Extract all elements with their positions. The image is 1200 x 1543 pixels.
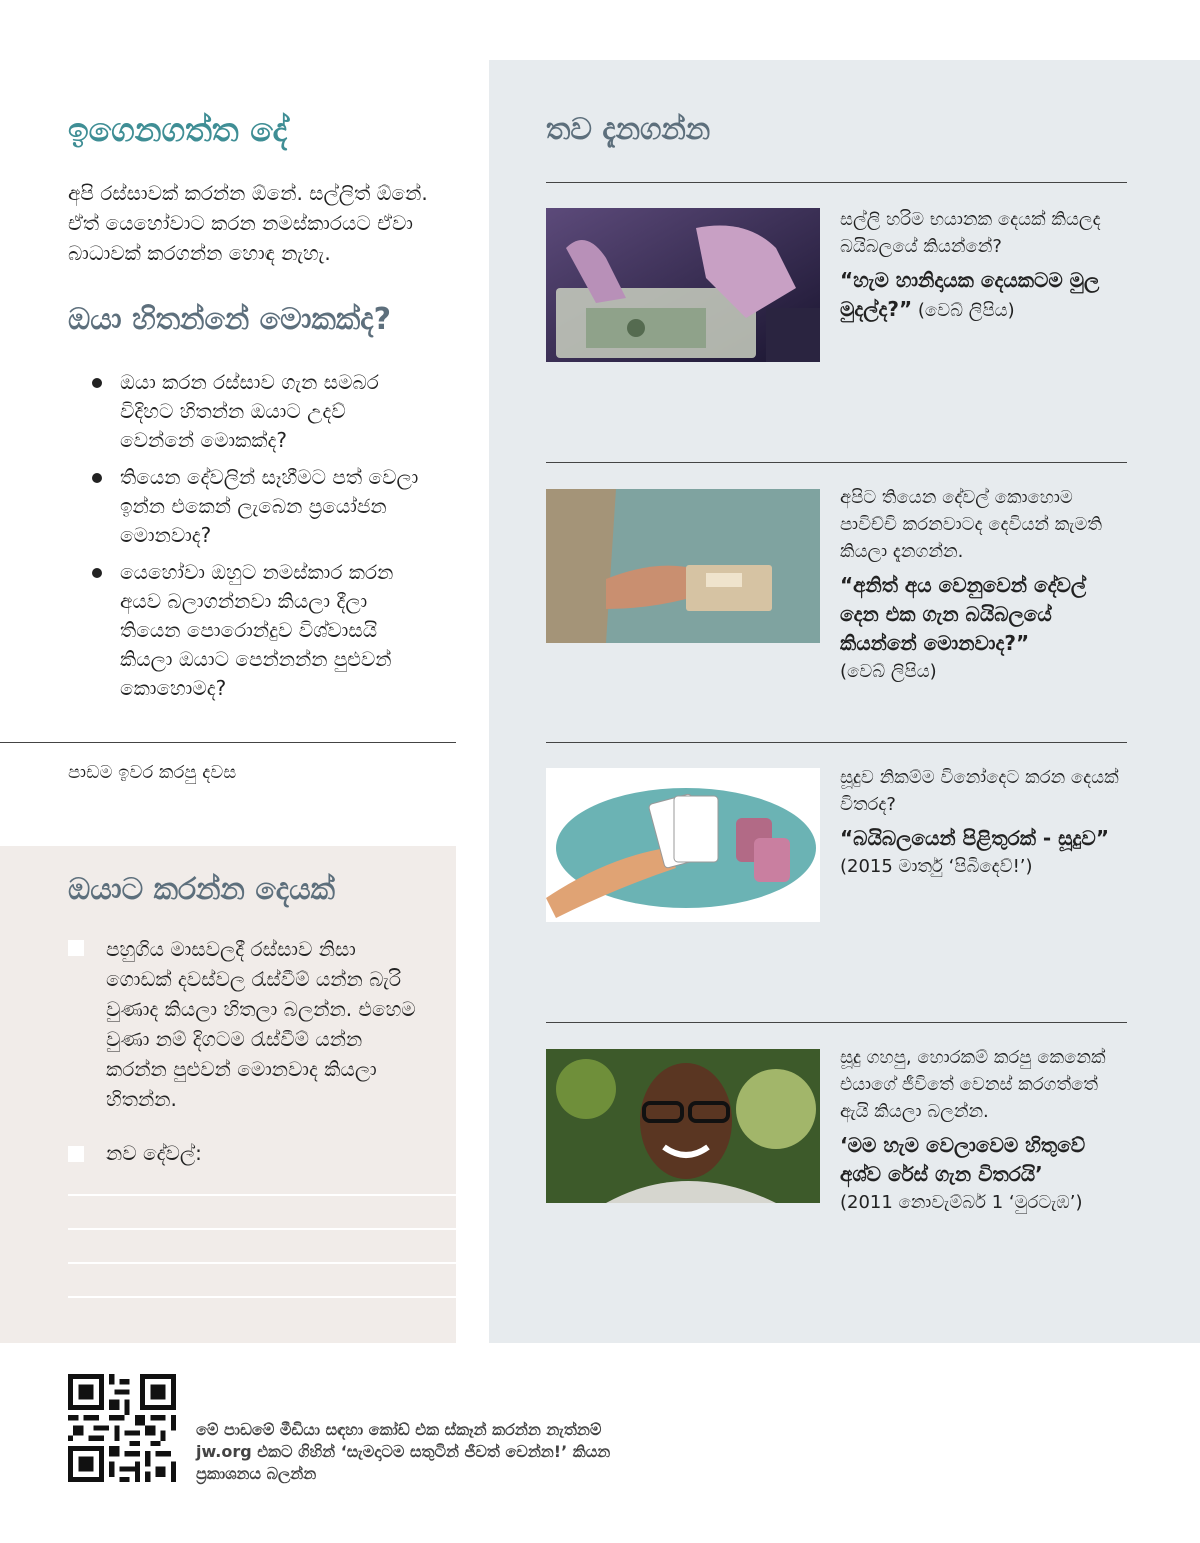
bullet-icon <box>92 378 102 388</box>
divider <box>546 462 1127 463</box>
article-title-link[interactable]: “අනිත් අය වෙනුවෙන් දේවල් දෙන එක ගැන බයිබලයේ කියන්නේ මොනවාද?” <box>840 573 1087 655</box>
bullet-icon <box>92 568 102 578</box>
article-source: (2011 නොවැම්බර් 1 ‘මුරටැඹ’) <box>840 1192 1083 1213</box>
money-hands-image[interactable] <box>546 208 820 362</box>
task-text: පහුගිය මාසවලදී රස්සාව නිසා ගොඩක් දවස්වල රැස්වීම් යන්න බැරි වුණාද කියලා හිතලා බලන්න. එහෙම වුණා නම් දිගටම රැස්වීම් යන්න කරන්න පුළුවන් මොනවාද කියලා හිතන්න. <box>106 937 416 1111</box>
learn-more-heading: තව දැනගන්න <box>546 112 711 147</box>
article-source: (වෙබ් ලිපිය) <box>840 661 937 682</box>
question-text: තියෙන දේවලින් සෑහීමට පත් වෙලා ඉන්න එකෙන් ලැබෙන ප්‍රයෝජන මොනවාද? <box>120 465 419 547</box>
article-title-link[interactable]: “බයිබලයෙන් පිළිතුරක් - සූදුව” <box>840 826 1109 850</box>
new-things-label: නව දේවල්: <box>106 1141 202 1165</box>
writing-line[interactable] <box>68 1262 456 1264</box>
divider <box>546 742 1127 743</box>
writing-line[interactable] <box>68 1194 456 1196</box>
article-card <box>840 764 1130 880</box>
list-item <box>92 463 422 550</box>
article-intro: සූදුව නිකම්ම විනෝදෙට කරන දෙයක් විතරද? <box>840 767 1119 815</box>
cards-chips-image[interactable] <box>546 768 820 922</box>
writing-line[interactable] <box>68 1228 456 1230</box>
learned-heading: ඉගෙනගත්ත දේ <box>68 110 288 149</box>
smiling-man-image[interactable] <box>546 1049 820 1203</box>
new-things-checkbox[interactable] <box>68 1146 84 1162</box>
article-card <box>840 206 1130 324</box>
article-intro: සූදු ගහපු, හොරකම් කරපු කෙනෙක් එයාගේ ජීවිතේ වෙනස් කරගත්තේ ඇයි කියලා බලන්න. <box>840 1047 1106 1122</box>
list-item <box>92 558 422 703</box>
footer-instruction: මේ පාඩමේ මීඩියා සඳහා කෝඩ් එක ස්කෑන් කරන්න නැත්නම් jw.org එකට ගිහින් ‘සැමදාටම සතුටින් ජීවත් වෙන්න!’ කියන ප්‍රකාශනය බලන්න <box>196 1420 611 1483</box>
giving-package-image[interactable] <box>546 489 820 643</box>
divider <box>546 1022 1127 1023</box>
article-card <box>840 484 1130 685</box>
article-title-link[interactable]: “හැම හානිදායක දෙයකටම මුල මුදල්ද?” <box>840 268 1100 321</box>
article-source: (වෙබ් ලිපිය) <box>917 300 1015 321</box>
question-text: ඔයා කරන රස්සාව ගැන සමබර විදිහට හිතන්න ඔයාට උදව් වෙන්නේ මොකක්ද? <box>120 370 379 452</box>
article-card <box>840 1044 1130 1216</box>
bullet-icon <box>92 473 102 483</box>
article-intro: අපිට තියෙන දේවල් කොහොම පාවිච්චි කරනවාටද දෙවියන් කැමති කියලා දැනගන්න. <box>840 487 1102 562</box>
think-question-list <box>92 368 422 711</box>
list-item <box>92 368 422 455</box>
task-heading: ඔයාට කරන්න දෙයක් <box>68 872 336 907</box>
divider <box>546 182 1127 183</box>
question-text: යෙහෝවා ඔහුට නමස්කාර කරන අයව බලාගන්නවා කියලා දීලා තියෙන පොරොන්දුව විශ්වාසයි කියලා ඔයාට පෙන්නන්න පුළුවන් කොහොමද? <box>120 560 394 700</box>
divider <box>0 742 456 743</box>
article-source: (2015 මාර්තු ‘පිබිදෙව්!’) <box>840 856 1033 877</box>
task-checkbox[interactable] <box>68 940 84 956</box>
writing-line[interactable] <box>68 1296 456 1298</box>
completion-date-label: පාඩම ඉවර කරපු දවස <box>68 762 237 783</box>
article-title-link[interactable]: ‘මම හැම වෙලාවෙම හිතුවේ අශ්ව රේස් ගැන විතරයි’ <box>840 1133 1086 1186</box>
think-heading: ඔයා හිතන්නේ මොකක්ද? <box>68 302 391 337</box>
learned-summary: අපි රස්සාවක් කරන්න ඕනේ. සල්ලිත් ඕනේ. ඒත් යෙහෝවාට කරන නමස්කාරයට ඒවා බාධාවක් කරගන්න හොඳ නැහැ. <box>68 181 428 265</box>
article-intro: සල්ලි හරිම භයානක දෙයක් කියලද බයිබලයේ කියන්නේ? <box>840 209 1101 257</box>
qr-code-icon[interactable] <box>68 1374 176 1482</box>
